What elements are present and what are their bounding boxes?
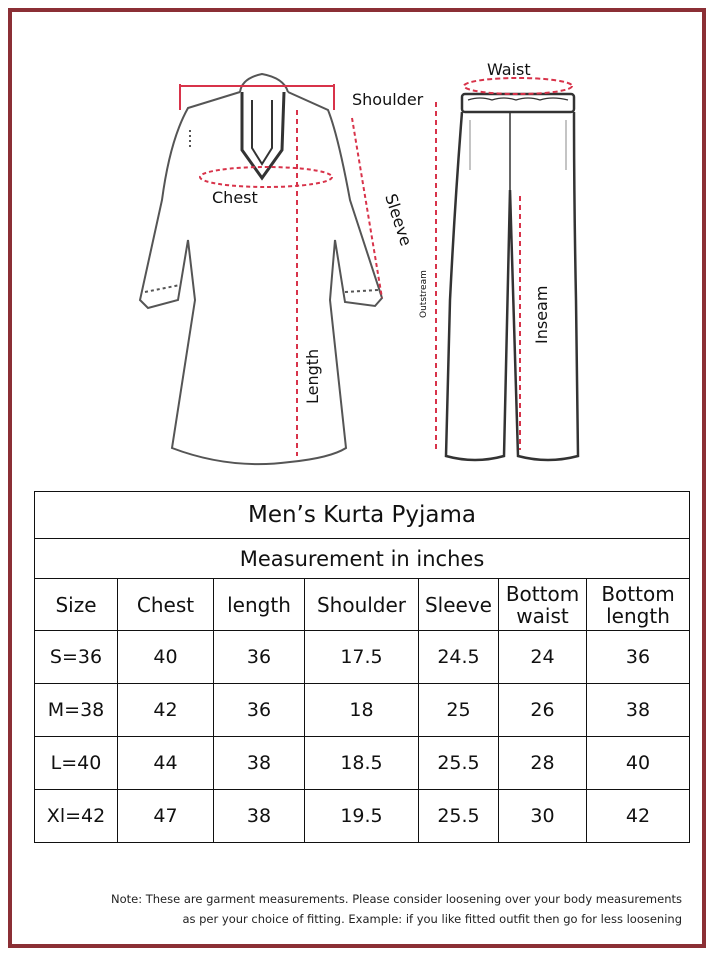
cell-size: S=36: [35, 631, 118, 684]
table-header-row: [35, 579, 690, 631]
header-size: Size: [35, 579, 118, 631]
cell-shoulder: 18.5: [305, 737, 419, 790]
table-title-row: [35, 492, 690, 539]
cell-bottom-length: 40: [587, 737, 690, 790]
cell-bottom-waist: 24: [499, 631, 587, 684]
pyjama-illustration: [446, 94, 578, 460]
table-title: Men’s Kurta Pyjama: [35, 492, 690, 539]
label-sleeve: Sleeve: [381, 191, 416, 249]
cell-size: M=38: [35, 684, 118, 737]
header-bottom-waist: Bottom waist: [499, 579, 587, 631]
note-line-2: as per your choice of fitting. Example: if you like fitted outfit then go for less loosening: [182, 912, 682, 926]
cell-length: 38: [214, 790, 305, 843]
cell-shoulder: 17.5: [305, 631, 419, 684]
cell-sleeve: 25.5: [419, 790, 499, 843]
cell-bottom-waist: 26: [499, 684, 587, 737]
kurta-illustration: [140, 74, 382, 464]
header-shoulder: Shoulder: [305, 579, 419, 631]
cell-bottom-length: 42: [587, 790, 690, 843]
cell-size: L=40: [35, 737, 118, 790]
label-waist: Waist: [487, 60, 531, 79]
header-chest: Chest: [118, 579, 214, 631]
table-row: [35, 631, 690, 684]
cell-bottom-waist: 28: [499, 737, 587, 790]
note-line-1: Note: These are garment measurements. Please consider loosening over your body measurements: [110, 892, 682, 906]
label-length: Length: [303, 348, 322, 404]
cell-chest: 42: [118, 684, 214, 737]
cell-length: 36: [214, 631, 305, 684]
cell-length: 36: [214, 684, 305, 737]
size-chart-table: [34, 491, 690, 843]
header-length: length: [214, 579, 305, 631]
label-outstream: Outstream: [419, 270, 429, 318]
label-shoulder: Shoulder: [352, 90, 424, 109]
header-bottom-length: Bottom length: [587, 579, 690, 631]
cell-sleeve: 25: [419, 684, 499, 737]
cell-bottom-waist: 30: [499, 790, 587, 843]
cell-sleeve: 25.5: [419, 737, 499, 790]
cell-chest: 44: [118, 737, 214, 790]
fitting-note: [30, 889, 682, 929]
cell-shoulder: 19.5: [305, 790, 419, 843]
table-subtitle-row: [35, 539, 690, 579]
table-row: [35, 737, 690, 790]
table-subtitle: Measurement in inches: [35, 539, 690, 579]
cell-chest: 40: [118, 631, 214, 684]
table-row: [35, 684, 690, 737]
label-inseam: Inseam: [532, 285, 551, 344]
pyjama-measure-lines: [436, 78, 572, 450]
cell-size: Xl=42: [35, 790, 118, 843]
cell-sleeve: 24.5: [419, 631, 499, 684]
header-sleeve: Sleeve: [419, 579, 499, 631]
label-chest: Chest: [212, 188, 258, 207]
cell-shoulder: 18: [305, 684, 419, 737]
cell-bottom-length: 38: [587, 684, 690, 737]
cell-chest: 47: [118, 790, 214, 843]
table-row: [35, 790, 690, 843]
cell-length: 38: [214, 737, 305, 790]
cell-bottom-length: 36: [587, 631, 690, 684]
